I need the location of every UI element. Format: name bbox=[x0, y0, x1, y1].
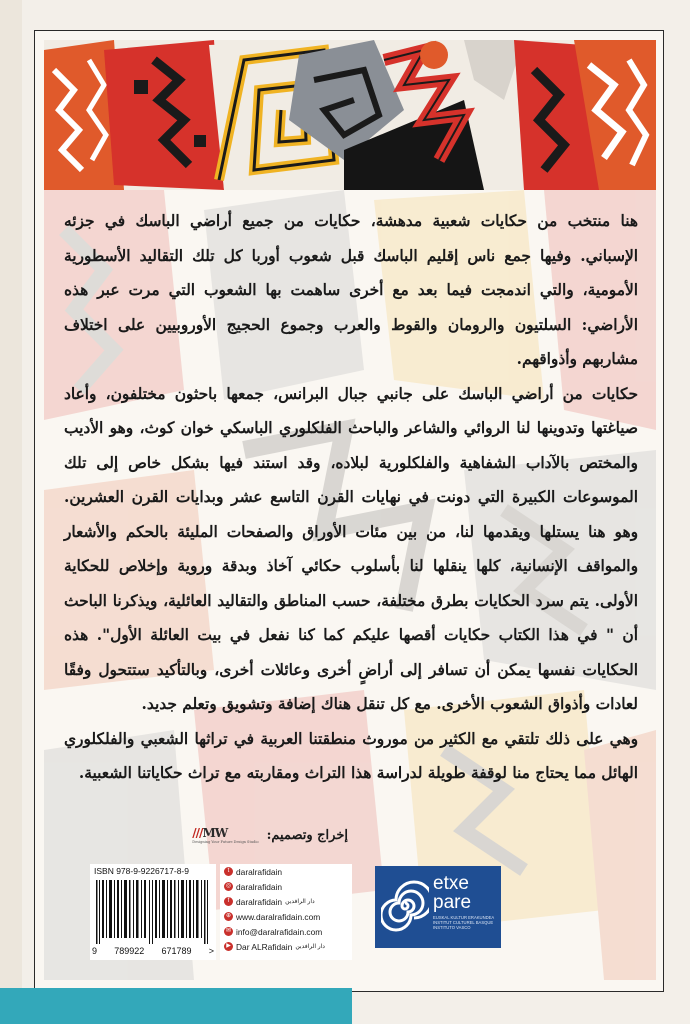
design-credit-label: إخراج وتصميم: bbox=[266, 827, 348, 843]
etxepare-title-line2: pare bbox=[433, 892, 472, 913]
publisher-contacts bbox=[220, 864, 352, 960]
instagram-icon: ◎ bbox=[225, 883, 232, 889]
contact-twitter[interactable] bbox=[220, 864, 352, 879]
etxepare-title-line1: etxe bbox=[433, 873, 469, 894]
contact-facebook-text: daralrafidain bbox=[236, 896, 283, 907]
blurb-paragraph-3: وهي على ذلك تلتقي مع الكثير من موروث منطقتنا العربية في تراثها الشعبي والفلكلوري الهائل مما يحتاج منا لوقفة طويلة لدراسة هذا التراث ومقاربته مع تراث حكاياتنا الشعبية. bbox=[64, 729, 638, 782]
email-icon: ✉ bbox=[225, 928, 232, 934]
decorative-artwork-band bbox=[44, 40, 656, 190]
barcode-digits bbox=[92, 946, 214, 956]
design-studio-logo bbox=[192, 826, 258, 844]
twitter-icon: t bbox=[224, 867, 233, 876]
facebook-icon: f bbox=[224, 897, 233, 906]
barcode-digit-suffix: > bbox=[208, 946, 214, 956]
contact-youtube-text: Dar ALRafidain bbox=[236, 941, 293, 952]
isbn-barcode bbox=[90, 864, 216, 960]
contact-email[interactable] bbox=[220, 924, 352, 939]
teal-spine-strip bbox=[0, 988, 352, 1024]
youtube-icon: ▶ bbox=[224, 942, 233, 951]
contact-instagram-text: daralrafidain bbox=[236, 881, 283, 892]
design-credit bbox=[108, 820, 348, 850]
blurb-paragraph-1: هنا منتخب من حكايات شعبية مدهشة، حكايات من جميع أراضي الباسك في جزئه الإسباني. وفيها جمع ناس إقليم الباسك قبل شعوب أوربا كل تلك التقاليد الأسطورية الأمومية، والتي اندمجت فيما بعد مع أخرى ساهمت بها الشعوب التي مرت عبر هذه الأراضي: السلتيون والرومان والقوط والعرب وجموع الحجيج الأوروبيين على اختلاف مشاربهم وأذواقهم. bbox=[64, 212, 638, 368]
contact-youtube[interactable] bbox=[220, 939, 352, 954]
blurb-paragraph-2: حكايات من أراضي الباسك على جانبي جبال البرانس، جمعها باحثون مختلفون، وأعاد صياغتها وتدوينها لنا الروائي والشاعر والباحث الفلكلوري الباسكي خوان كوث، وهو الأديب والمختص بالآداب الشفاهية والفلكلورية لبلاده، وقد استند فيها بشكل خاص إلى تلك الموسوعات الكبيرة التي دونت في نهايات القرن التاسع عشر وبدايات القرن العشرين. وهو هنا يستلها ويقدمها لنا، من بين مئات الأوراق والصفحات المليئة بالحكم والأشعار والمواقف الإنسانية، كلها ينقلها لنا بأسلوب حكائي آخاذ وبدقة وروية وإخلاص للحكاية الأولى. يتم سرد الحكايات بطرق مختلفة، حسب المناطق والتقاليد العائلية، ويذكرنا الباحث أن " في هذا الكتاب حكايات أقصها عليكم كما كنا نفعل في بيت العائلة الأول". هذه الحكايات نفسها يمكن أن تسافر إلى أراضٍ أخرى وعائلات أخرى، وبالتأكيد ستتحول وفقًا لعادات وأذواق الشعوب الأخرى. مع كل تنقل هناك إضافة وتشويق وتعلم جديد. bbox=[64, 384, 638, 713]
barcode-digits-right: 671789 bbox=[161, 946, 192, 956]
contact-facebook-arabic: دار الرافدين bbox=[285, 899, 315, 905]
etxepare-subtitle: EUSKAL KULTUR ERAKUNDEA INSTITUT CULTUREL BASQUE INSTITUTO VASCO bbox=[433, 915, 494, 930]
tribal-pattern-art bbox=[44, 40, 656, 190]
spiral-icon bbox=[381, 876, 429, 936]
isbn-number: ISBN 978-9-9226717-8-9 bbox=[94, 866, 189, 876]
contact-facebook[interactable] bbox=[220, 894, 352, 909]
page-edge bbox=[0, 0, 22, 1024]
contact-email-text: info@daralrafidain.com bbox=[236, 926, 323, 937]
etxepare-logo bbox=[375, 866, 501, 948]
studio-mark: ///MW bbox=[192, 826, 228, 840]
contact-website[interactable] bbox=[220, 909, 352, 924]
studio-tagline: Designing Your Future Design Studio bbox=[192, 840, 259, 844]
barcode-digits-left: 789922 bbox=[114, 946, 145, 956]
barcode-digit-prefix: 9 bbox=[92, 946, 98, 956]
barcode-bars bbox=[94, 880, 212, 944]
contact-website-text: www.daralrafidain.com bbox=[236, 911, 321, 922]
blurb-text bbox=[64, 204, 638, 791]
etxepare-title bbox=[433, 874, 471, 912]
contact-youtube-arabic: دار الرافدين bbox=[295, 944, 325, 950]
web-icon: ⊕ bbox=[225, 913, 232, 919]
contact-twitter-text: daralrafidain bbox=[236, 866, 283, 877]
contact-instagram[interactable] bbox=[220, 879, 352, 894]
